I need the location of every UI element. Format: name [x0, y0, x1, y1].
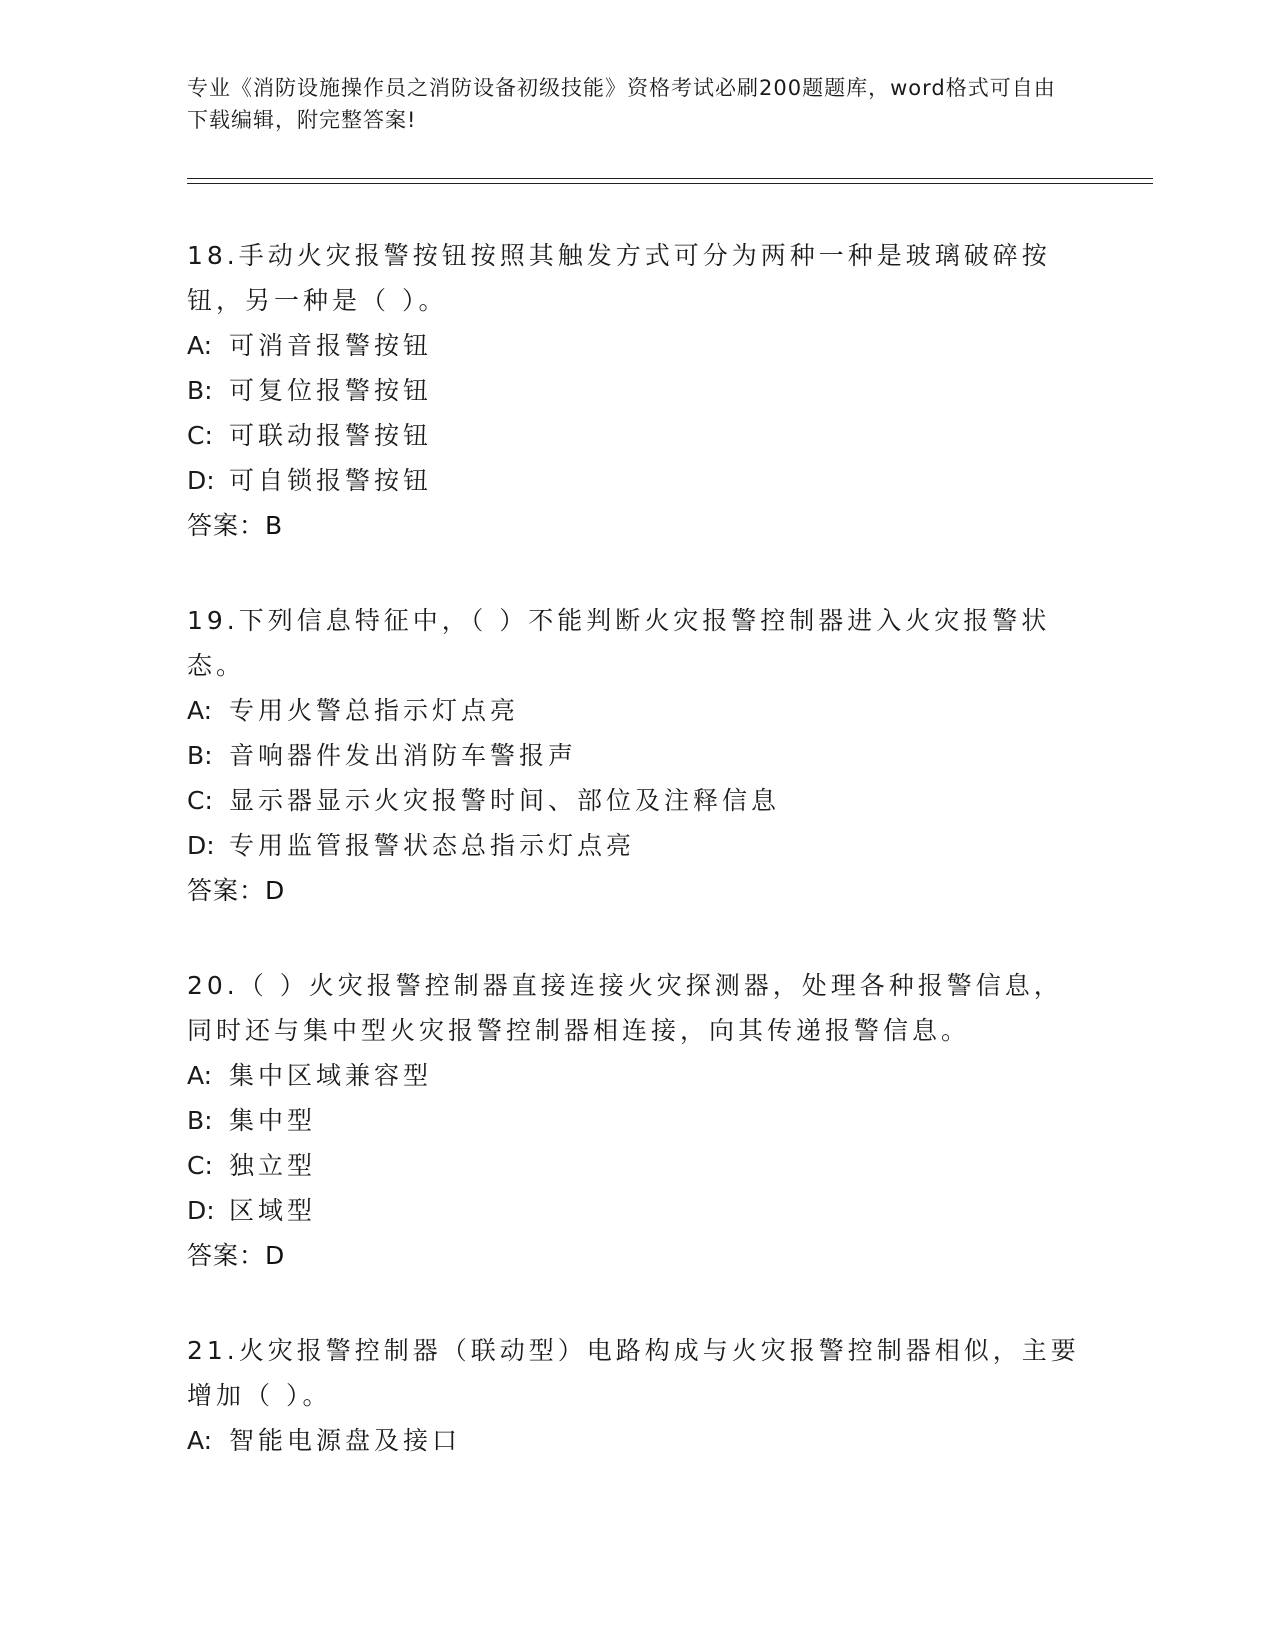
option-letter: D: [187, 466, 215, 495]
option-text: 显示器显示火灾报警时间、部位及注释信息 [229, 786, 781, 815]
option-a [187, 323, 1087, 368]
option-b [187, 368, 1087, 413]
option-a [187, 1418, 1087, 1463]
option-text: 专用监管报警状态总指示灯点亮 [229, 831, 636, 860]
answer-label: 答案：B [187, 511, 284, 540]
option-letter: B: [187, 1106, 213, 1135]
option-text: 可自锁报警按钮 [229, 466, 433, 495]
header-divider-bottom [187, 183, 1153, 184]
answer-label: 答案：D [187, 1241, 286, 1270]
option-a [187, 688, 1087, 733]
option-d [187, 1188, 1087, 1233]
option-letter: A: [187, 331, 213, 360]
option-letter: C: [187, 786, 213, 815]
option-text: 区域型 [229, 1196, 317, 1225]
question-stem: 21.火灾报警控制器（联动型）电路构成与火灾报警控制器相似，主要增加（ ）。 [187, 1336, 1080, 1410]
question-21 [187, 1328, 1087, 1463]
option-c [187, 778, 1087, 823]
option-letter: A: [187, 696, 213, 725]
question-19 [187, 598, 1087, 913]
option-text: 可复位报警按钮 [229, 376, 433, 405]
option-a [187, 1053, 1087, 1098]
option-letter: A: [187, 1426, 213, 1455]
option-b [187, 1098, 1087, 1143]
option-text: 可联动报警按钮 [229, 421, 433, 450]
option-text: 可消音报警按钮 [229, 331, 433, 360]
option-letter: B: [187, 376, 213, 405]
option-text: 专用火警总指示灯点亮 [229, 696, 520, 725]
option-letter: D: [187, 1196, 215, 1225]
answer-label: 答案：D [187, 876, 286, 905]
header-divider-top [187, 178, 1153, 179]
option-c [187, 413, 1087, 458]
question-20 [187, 963, 1087, 1278]
option-letter: D: [187, 831, 215, 860]
question-stem: 19.下列信息特征中，（ ）不能判断火灾报警控制器进入火灾报警状态。 [187, 606, 1051, 680]
document-header: 专业《消防设施操作员之消防设备初级技能》资格考试必刷200题题库，word格式可自由下载编辑，附完整答案! [187, 76, 1056, 132]
option-text: 独立型 [229, 1151, 317, 1180]
question-18 [187, 233, 1087, 548]
option-text: 集中区域兼容型 [229, 1061, 433, 1090]
option-letter: B: [187, 741, 213, 770]
question-stem: 18.手动火灾报警按钮按照其触发方式可分为两种一种是玻璃破碎按钮，另一种是（ ）。 [187, 241, 1051, 315]
option-text: 集中型 [229, 1106, 317, 1135]
option-letter: C: [187, 421, 213, 450]
option-letter: C: [187, 1151, 213, 1180]
option-text: 音响器件发出消防车警报声 [229, 741, 578, 770]
option-text: 智能电源盘及接口 [229, 1426, 462, 1455]
option-d [187, 458, 1087, 503]
option-b [187, 733, 1087, 778]
option-c [187, 1143, 1087, 1188]
option-letter: A: [187, 1061, 213, 1090]
question-stem: 20.（ ）火灾报警控制器直接连接火灾探测器，处理各种报警信息，同时还与集中型火灾报警控制器相连接，向其传递报警信息。 [187, 971, 1063, 1045]
option-d [187, 823, 1087, 868]
